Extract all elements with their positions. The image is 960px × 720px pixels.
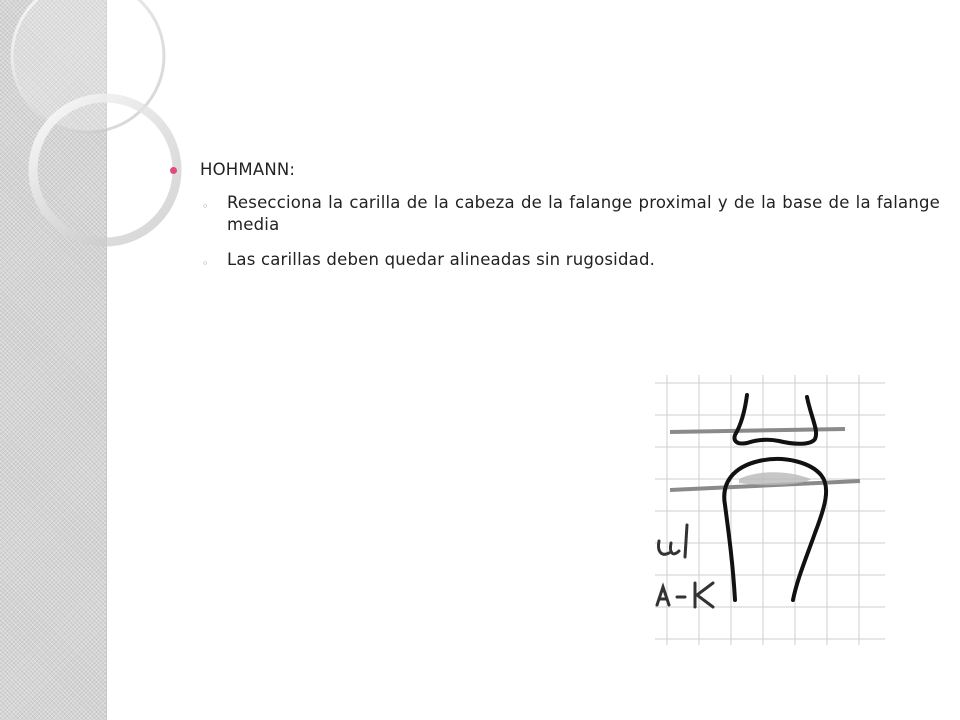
heading-bullet xyxy=(170,158,940,182)
sub-bullet-2 xyxy=(170,249,940,271)
heading-text: HOHMANN: xyxy=(200,160,296,179)
ring-bullet-icon: ◦ xyxy=(202,257,209,270)
ring-bullet-icon: ◦ xyxy=(202,200,209,213)
sub-bullet-1-text: Resecciona la carilla de la cabeza de la falange proximal y de la base de la falange media xyxy=(227,193,940,234)
grid-paper xyxy=(655,375,885,645)
sub-bullet-2-text: Las carillas deben quedar alineadas sin rugosidad. xyxy=(227,250,656,269)
middle-phalanx-base xyxy=(735,395,817,444)
filled-circle-bullet-icon xyxy=(170,167,177,174)
slide-body xyxy=(170,158,940,284)
joint-sketch-image xyxy=(655,375,885,645)
sub-bullet-1 xyxy=(170,192,940,236)
handwritten-mark-lower xyxy=(657,583,713,607)
cut-line-upper xyxy=(670,429,845,432)
handwritten-mark-upper xyxy=(658,525,687,557)
